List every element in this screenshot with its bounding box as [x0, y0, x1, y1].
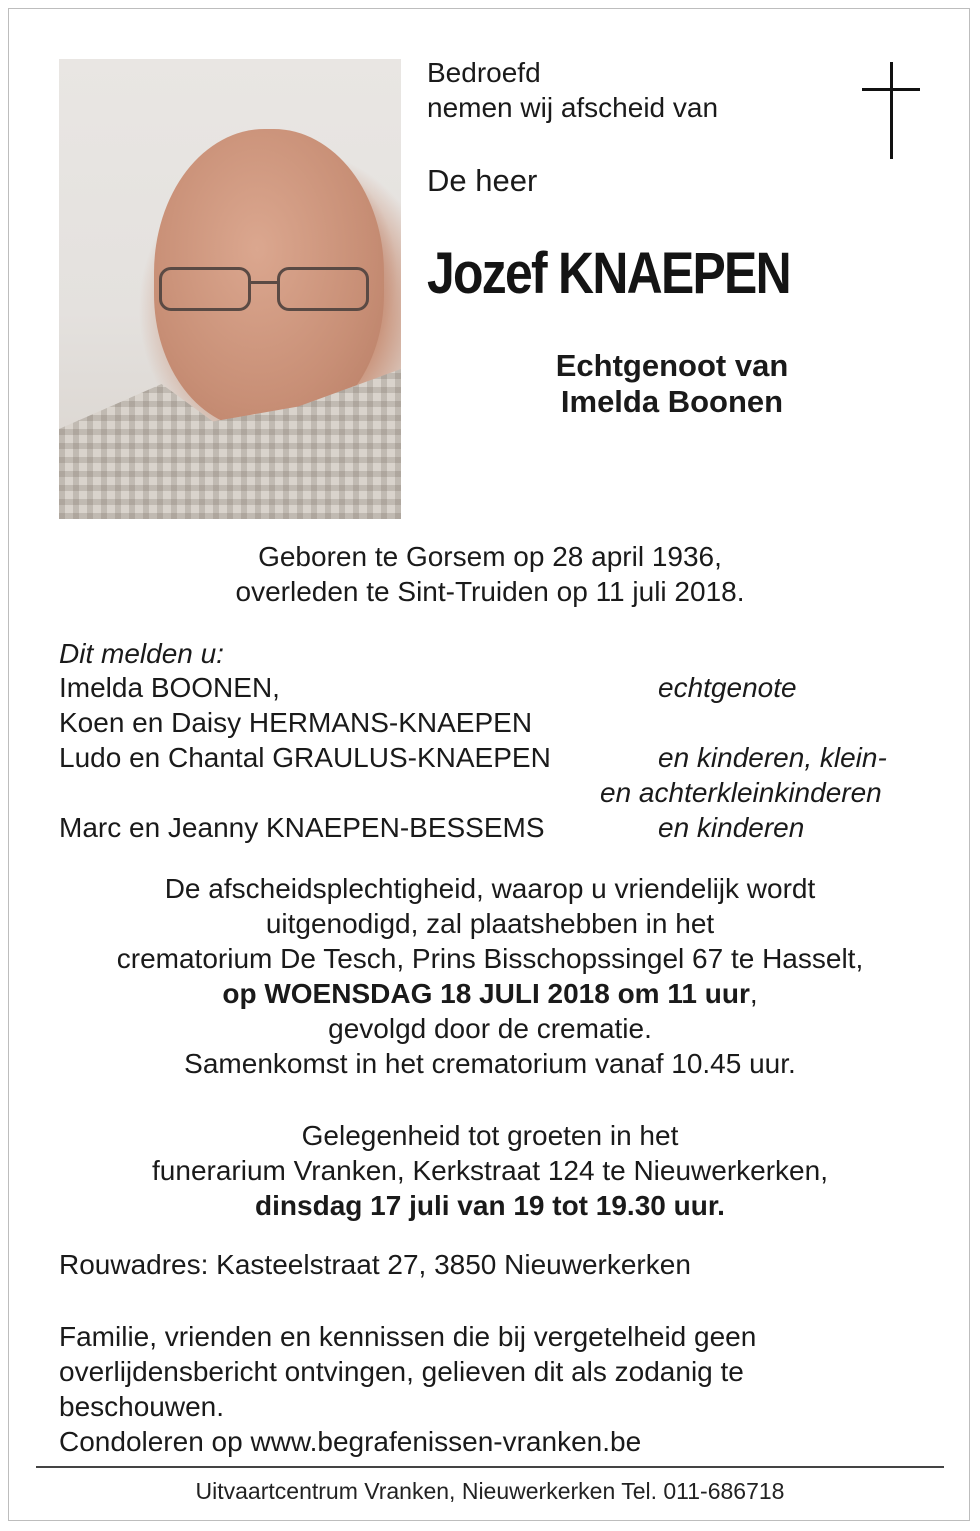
greeting-line: funerarium Vranken, Kerkstraat 124 te Nieuwerkerken,: [152, 1155, 828, 1186]
intro-line-2: nemen wij afscheid van: [427, 92, 719, 123]
ceremony-line: De afscheidsplechtigheid, waarop u vriendelijk wordt: [164, 873, 816, 904]
announcer-row: [59, 810, 939, 845]
family-note-line: Familie, vrienden en kennissen die bij vergetelheid geen: [59, 1321, 757, 1352]
announcer-row: [59, 775, 939, 810]
born-line: Geboren te Gorsem op 28 april 1936,: [258, 541, 722, 572]
mourning-address: Rouwadres: Kasteelstraat 27, 3850 Nieuwerkerken: [59, 1249, 691, 1280]
died-line: overleden te Sint-Truiden op 11 juli 2018.: [235, 576, 745, 607]
honorific: De heer: [427, 163, 538, 198]
announcer-name: Marc en Jeanny KNAEPEN-BESSEMS: [59, 812, 545, 843]
family-note-line: overlijdensbericht ontvingen, gelieven dit als zodanig te: [59, 1356, 744, 1387]
intro-line-1: Bedroefd: [427, 57, 541, 88]
announcer-name: Ludo en Chantal GRAULUS-KNAEPEN: [59, 742, 551, 773]
family-note-line: beschouwen.: [59, 1391, 225, 1422]
life-dates: [40, 539, 940, 609]
portrait-photo: [59, 59, 401, 519]
deceased-name: Jozef KNAEPEN: [427, 241, 790, 306]
announcer-relation: en achterkleinkinderen: [600, 777, 882, 808]
footer-divider: [36, 1466, 944, 1468]
announcer-relation: en kinderen, klein-: [658, 742, 887, 773]
ceremony-line: gevolgd door de crematie.: [328, 1013, 652, 1044]
ceremony-date-punct: ,: [749, 978, 758, 1009]
announcer-row: [59, 670, 939, 705]
announcer-name: Imelda BOONEN,: [59, 672, 280, 703]
greeting-date: dinsdag 17 juli van 19 tot 19.30 uur.: [255, 1190, 725, 1221]
announcer-row: [59, 705, 939, 740]
ceremony-date: op WOENSDAG 18 JULI 2018 om 11 uur: [222, 978, 750, 1009]
ceremony-date-line: [40, 976, 940, 1011]
ceremony-line: uitgenodigd, zal plaatshebben in het: [265, 908, 715, 939]
greeting-line: Gelegenheid tot groeten in het: [301, 1120, 679, 1151]
family-note: [59, 1319, 756, 1459]
footer-text: Uitvaartcentrum Vranken, Nieuwerkerken Tel. 011-686718: [195, 1478, 785, 1504]
portrait-glasses: [159, 267, 389, 311]
ceremony-line: crematorium De Tesch, Prins Bisschopssingel 67 te Hasselt,: [116, 943, 864, 974]
condolence-line: Condoleren op www.begrafenissen-vranken.be: [59, 1426, 642, 1457]
ceremony-block: [40, 871, 940, 1081]
announcer-relation: echtgenote: [658, 672, 797, 703]
greeting-block: [40, 1118, 940, 1223]
cross-icon: [862, 62, 920, 159]
announcer-row: [59, 740, 939, 775]
ceremony-line: Samenkomst in het crematorium vanaf 10.45 uur.: [184, 1048, 796, 1079]
spouse-line-1: Echtgenoot van: [555, 348, 789, 383]
announcers-heading: Dit melden u:: [59, 638, 224, 669]
spouse-line-2: Imelda Boonen: [560, 384, 784, 419]
spouse-block: [427, 348, 917, 420]
announcer-name: Koen en Daisy HERMANS-KNAEPEN: [59, 707, 533, 738]
announcer-relation: en kinderen: [658, 812, 805, 843]
